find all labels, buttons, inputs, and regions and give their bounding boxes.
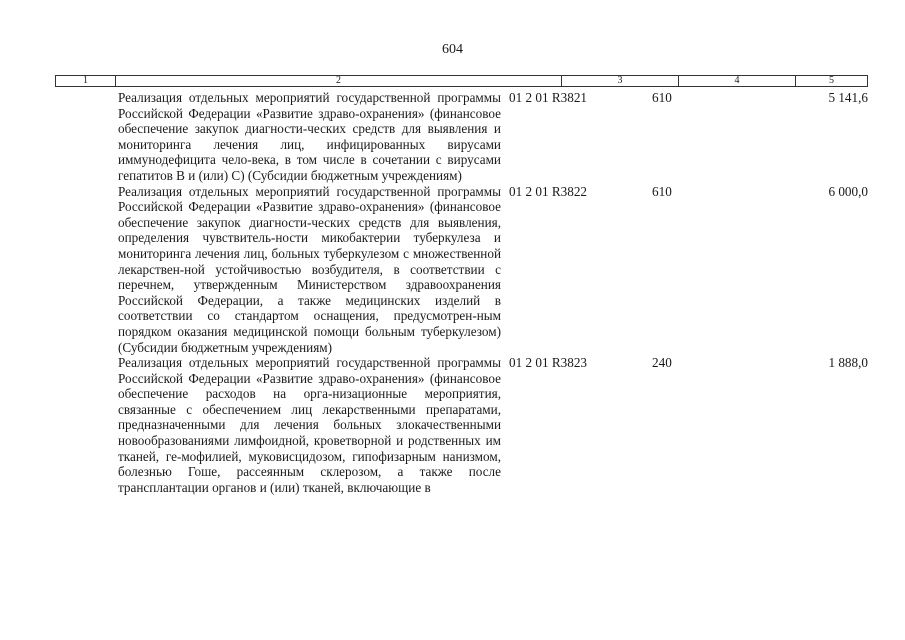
row-expense-type: 240: [652, 355, 672, 371]
table-row: [118, 355, 868, 495]
column-header-2: 2: [116, 76, 562, 86]
column-header-3: 3: [562, 76, 679, 86]
row-description: Реализация отдельных мероприятий государственной программы Российской Федерации «Развитие здраво-охранения» (финансовое обеспечение расходов на орга-низационные мероприятия, связанные с обеспечением лиц лекарственными препаратами, предназначенными для лечения больных злокачественными новообразованиями лимфоидной, кроветворной и родственных им тканей, ге-мофилией, муковисцидозом, гипофизарным нанизмом, болезнью Гоше, рассеянным склерозом, а также после трансплантации органов и (или) тканей, включающие в: [118, 355, 501, 495]
page-number: 604: [442, 42, 463, 57]
row-code: 01 2 01 R3821: [509, 90, 588, 105]
row-code: 01 2 01 R3823: [509, 355, 588, 371]
row-expense-type: 610: [652, 183, 672, 199]
row-amount: 1 888,0: [828, 355, 868, 371]
table-body: [118, 90, 868, 495]
row-description: Реализация отдельных мероприятий государственной программы Российской Федерации «Развитие здраво-охранения» (финансовое обеспечение закупок диагности-ческих средств для выявления, определения чувствитель-ности микобактерии туберкулеза и мониторинга лечения лиц, больных туберкулезом с множественной лекарствен-ной устойчивостью возбудителя, в соответствии с перечнем, утвержденным Министерством здравоохранения Российской Федерации, а также медицинских изделий в соответствии со стандартом оснащения, предусмотрен-ным порядком оказания медицинской помощи больным туберкулезом) (Субсидии бюджетным учреждениям): [118, 183, 501, 355]
column-header-1: 1: [56, 76, 116, 86]
row-description: Реализация отдельных мероприятий государственной программы Российской Федерации «Развитие здраво-охранения» (финансовое обеспечение закупок диагности-ческих средств для выявления и мониторинга лечения лиц, инфицированных вирусами иммунодефицита чело-века, в том числе в сочетании с вирусами гепатитов В и (или) С) (Субсидии бюджетным учреждениям): [118, 90, 501, 183]
column-header-5: 5: [829, 75, 834, 86]
column-header-4: 4: [679, 76, 796, 86]
table-row: [118, 90, 868, 184]
table-header: [55, 75, 868, 87]
row-amount: 6 000,0: [828, 183, 868, 199]
row-amount: 5 141,6: [828, 90, 868, 105]
row-expense-type: 610: [652, 90, 672, 105]
table-row: [118, 184, 868, 356]
row-code: 01 2 01 R3822: [509, 183, 588, 199]
